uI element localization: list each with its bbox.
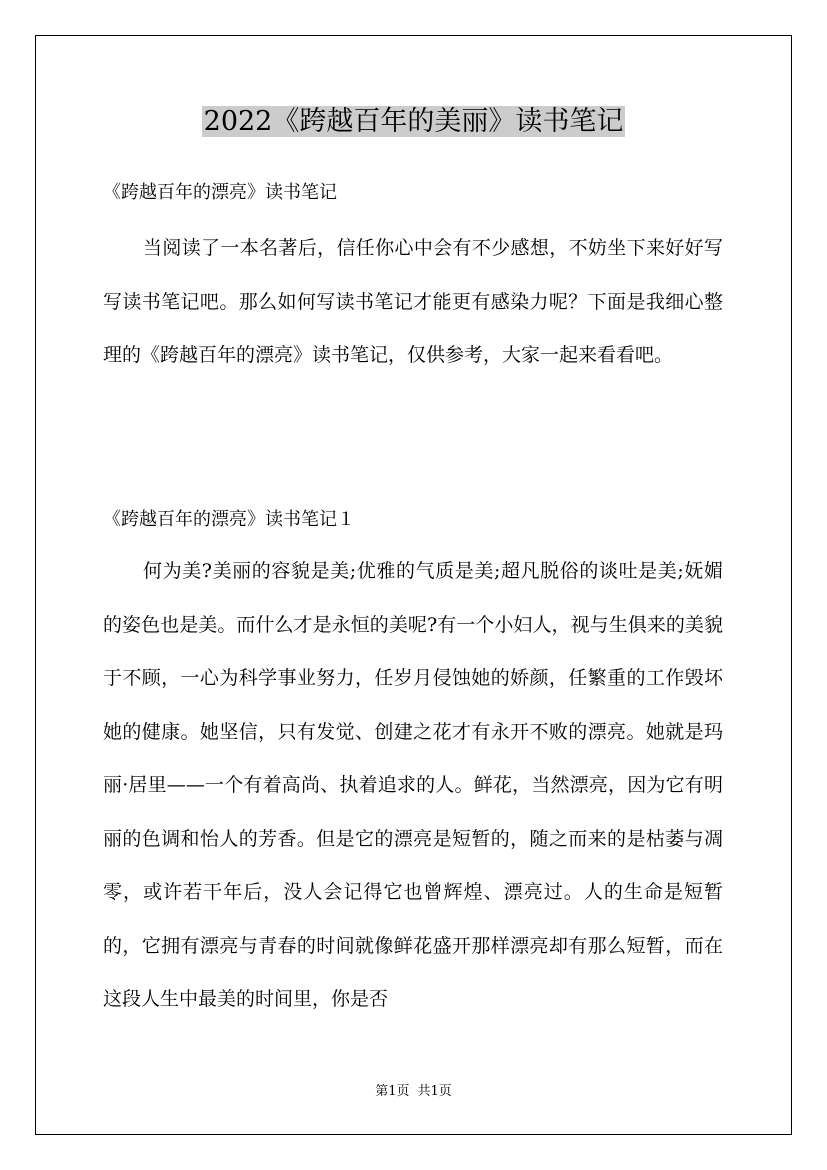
page-number: 第1页 — [375, 1084, 410, 1099]
section-heading-intro: 《跨越百年的漂亮》读书笔记 — [103, 182, 337, 203]
body-paragraph: 何为美?美丽的容貌是美;优雅的气质是美;超凡脱俗的谈吐是美;妩媚的姿色也是美。而什么才是永恒的美呢?有一个小妇人，视与生俱来的美貌于不顾，一心为科学事业努力，任岁月侵蚀她的娇颜，任繁重的工作毁坏她的健康。她坚信，只有发觉、创建之花才有永开不败的漂亮。她就是玛丽·居里——一个有着高尚、执着追求的人。鲜花，当然漂亮，因为它有明丽的色调和怡人的芳香。但是它的漂亮是短暂的，随之而来的是枯萎与凋零，或许若干年后，没人会记得它也曾辉煌、漂亮过。人的生命是短暂的，它拥有漂亮与青春的时间就像鲜花盛开那样漂亮却有那么短暂，而在这段人生中最美的时间里，你是否 — [103, 560, 723, 1010]
document-title-text: 2022《跨越百年的美丽》读书笔记 — [203, 106, 624, 137]
document-title — [0, 102, 827, 142]
intro-paragraph: 当阅读了一本名著后，信任你心中会有不少感想，不妨坐下来好好写写读书笔记吧。那么如何写读书笔记才能更有感染力呢？下面是我细心整理的《跨越百年的漂亮》读书笔记，仅供参考，大家一起来看看吧。 — [103, 237, 723, 366]
page-total: 共1页 — [417, 1084, 452, 1099]
section-heading-note-1: 《跨越百年的漂亮》读书笔记１ — [103, 509, 355, 530]
page-footer — [0, 1084, 827, 1100]
